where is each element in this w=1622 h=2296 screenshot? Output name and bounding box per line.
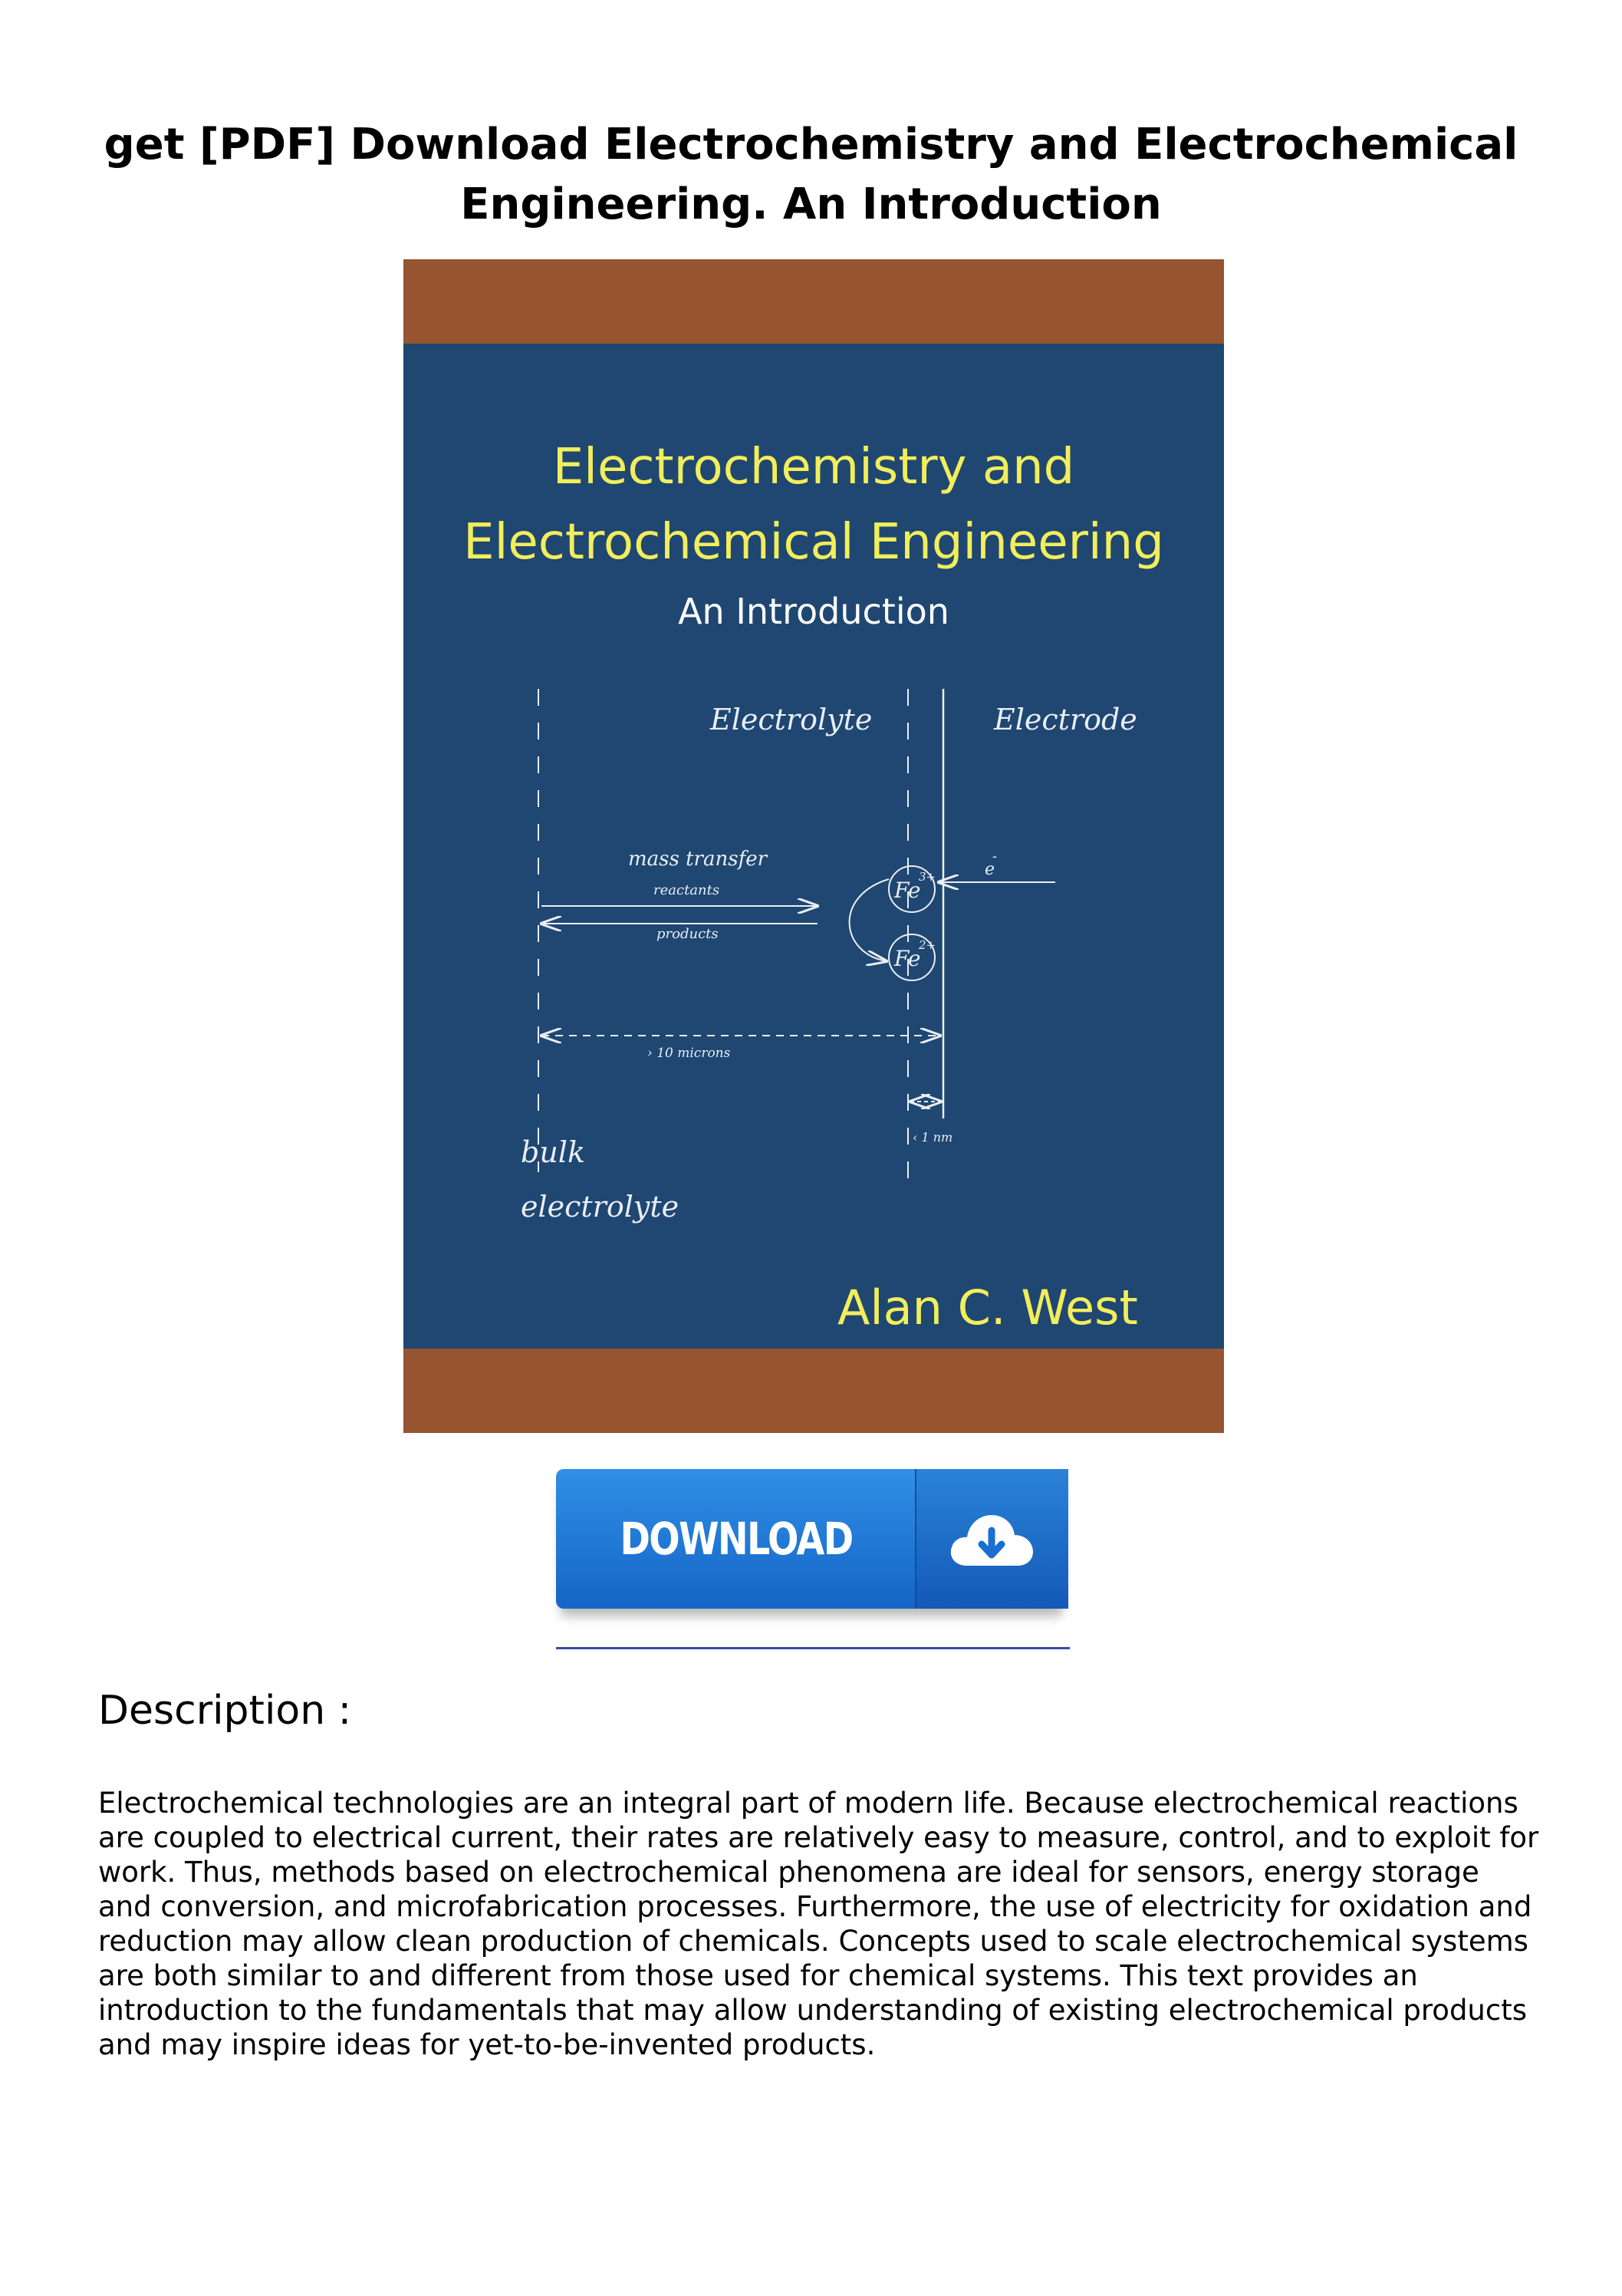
reactants-label: reactants <box>653 882 720 898</box>
cloud-download-icon <box>946 1504 1038 1573</box>
download-button-label: DOWNLOAD NOW <box>620 1513 853 1705</box>
cover-title-line-1: Electrochemistry and <box>552 439 1075 496</box>
cover-bottom-band <box>403 1349 1224 1433</box>
cover-subtitle: An Introduction <box>678 591 949 632</box>
small-distance-label: ‹ 1 nm <box>913 1130 953 1145</box>
large-distance-label: › 10 microns <box>647 1046 731 1061</box>
page-title <box>0 115 1622 235</box>
book-cover <box>403 259 1224 1433</box>
description-heading: Description : <box>98 1688 352 1734</box>
fe2-ion-charge: 2+ <box>919 938 936 952</box>
cover-title-line-2: Electrochemical Engineering <box>463 514 1164 571</box>
download-icon-panel <box>915 1469 1068 1609</box>
electron-label: e <box>985 860 995 879</box>
mass-transfer-label: mass transfer <box>628 848 768 871</box>
bulk-electrolyte-label: electrolyte <box>521 1190 679 1224</box>
description-body: Electrochemical technologies are an integral part of modern life. Because electrochemical reactions are coupled to electrical current, their rates are relatively easy to measure, control, and to exploit for work. Thus, methods based on electrochemical phenomena are ideal for sensors, energy storage and conversion, and microfabrication processes. Furthermore, the use of electricity for oxidation and reduction may allow clean production of chemicals. Concepts used to scale electrochemical systems are both similar to and different from those used for chemical systems. This text provides an introduction to the fundamentals that may allow understanding of existing electrochemical products and may inspire ideas for yet-to-be-invented products. <box>98 1787 1539 2061</box>
electron-charge: - <box>992 848 998 865</box>
bulk-label: bulk <box>521 1135 585 1169</box>
download-link[interactable] <box>556 1469 1070 1705</box>
download-link-underline <box>556 1647 1070 1649</box>
electrode-label: Electrode <box>994 703 1137 736</box>
products-label: products <box>656 926 719 942</box>
page-title-line-1: get [PDF] Download Electrochemistry and Electrochemical <box>104 120 1518 170</box>
download-now-button[interactable] <box>556 1469 1067 1705</box>
reduction-arrow <box>850 879 889 961</box>
electrolyte-label: Electrolyte <box>710 703 873 736</box>
electrode-diagram <box>403 259 1224 1433</box>
fe3-ion-symbol: Fe <box>894 878 921 903</box>
page-title-line-2: Engineering. An Introduction <box>460 180 1162 229</box>
fe3-ion-charge: 3+ <box>919 870 936 884</box>
fe2-ion-symbol: Fe <box>894 946 921 971</box>
cover-author: Alan C. West <box>837 1280 1138 1336</box>
